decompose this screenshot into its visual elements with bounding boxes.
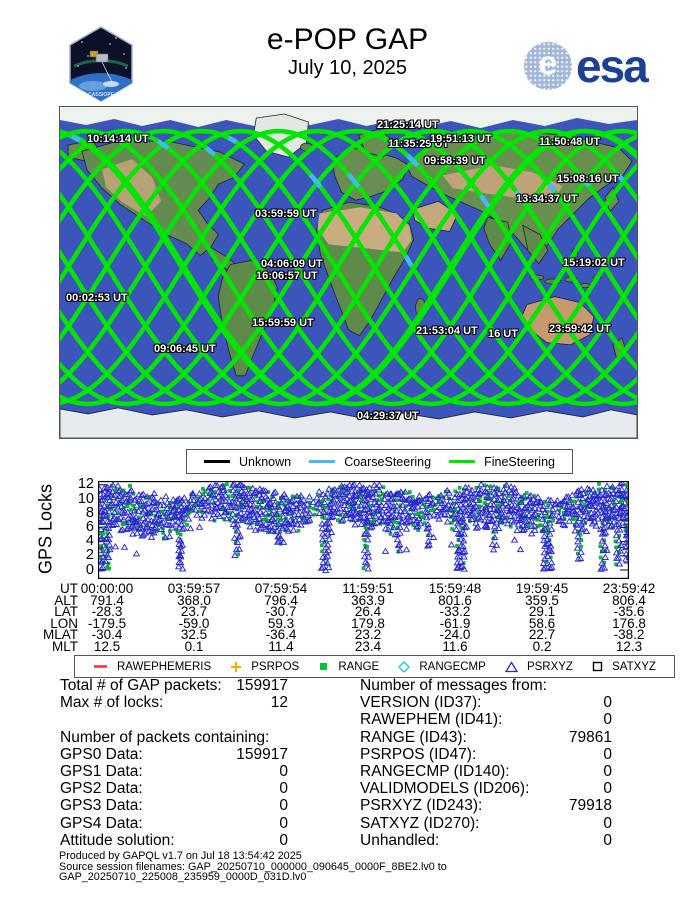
axis-row-label: MLAT — [42, 627, 78, 643]
stats-row — [360, 815, 612, 832]
axis-value: -36.4 — [265, 627, 297, 643]
world-map — [59, 106, 638, 439]
steering-legend-item — [309, 455, 431, 469]
steering-swatch-unknown — [204, 460, 230, 463]
patch-caption: CASSIOPE — [88, 92, 114, 98]
stats-label: GPS1 Data: — [60, 763, 143, 780]
map-time-label: 21:53:04 UT — [416, 325, 478, 337]
gps-locks-axis-label: GPS Locks — [35, 483, 56, 575]
rangecmp-marker-icon — [398, 661, 410, 673]
stats-row — [60, 746, 288, 763]
axis-value: -24.0 — [439, 627, 471, 643]
packet-type-legend — [74, 655, 675, 678]
axis-row-label: LON — [50, 615, 78, 631]
stats-label: Number of messages from: — [360, 677, 547, 694]
map-time-label: 15:19:02 UT — [563, 257, 625, 269]
footer-line: Source session filenames: GAP_20250710_000000_090645_0000F_8BE2.lv0 to — [59, 860, 447, 873]
stats-value: 0 — [603, 831, 612, 849]
map-time-labels — [60, 107, 637, 438]
packet-legend-label: RAWEPHEMERIS — [117, 660, 212, 673]
footer-line: GAP_20250710_225008_235959_0000D_031D.lv0 — [59, 871, 307, 884]
steering-legend-label: FineSteering — [484, 454, 555, 469]
axis-value: 11.4 — [268, 639, 294, 654]
steering-legend-label: Unknown — [239, 454, 292, 469]
stats-row — [60, 694, 288, 711]
psrpos-marker-icon — [230, 661, 242, 673]
footer-line: Produced by GAPQL v1.7 on Jul 18 13:54:42 2025 — [59, 850, 302, 862]
axis-row-label: MLT — [52, 639, 78, 654]
stats-row — [60, 797, 288, 814]
map-time-label: 11:50:48 UT — [539, 136, 601, 148]
esa-globe-icon — [524, 42, 572, 90]
stats-value: 159917 — [236, 677, 288, 694]
axis-value: -35.6 — [613, 604, 645, 620]
stats-label: Max # of locks: — [60, 694, 164, 712]
axis-value: 176.8 — [612, 615, 646, 631]
gps-locks-ytick-label: 4 — [85, 533, 94, 550]
stats-left-column — [60, 677, 288, 849]
stats-label: Number of packets containing: — [60, 728, 270, 746]
axis-value: 12.5 — [93, 639, 121, 654]
axis-value: -38.2 — [613, 627, 645, 643]
map-time-label: 21:25:14 UT — [377, 119, 439, 131]
axis-value: 23.4 — [354, 639, 382, 654]
report-date: July 10, 2025 — [288, 57, 407, 79]
stats-label: GPS4 Data: — [60, 814, 143, 832]
gps-locks-ytick-label: 10 — [77, 490, 94, 507]
map-time-label: 04:29:37 UT — [357, 410, 419, 422]
axis-value: 368.0 — [177, 592, 211, 608]
stats-label: RAWEPHEM (ID41): — [360, 711, 503, 729]
stats-value: 0 — [603, 745, 612, 763]
axis-value: 801.6 — [438, 592, 472, 608]
packet-legend-label: RANGECMP — [419, 660, 486, 673]
steering-legend-item — [204, 455, 291, 469]
stats-value: 12 — [270, 694, 288, 712]
map-time-label: 09:06:45 UT — [154, 343, 216, 355]
stats-value: 0 — [279, 814, 288, 832]
axis-value: 22.7 — [528, 627, 556, 643]
steering-legend-label: CoarseSteering — [344, 454, 432, 469]
stats-label: GPS0 Data: — [60, 745, 143, 763]
axis-value: 806.4 — [612, 592, 646, 608]
axis-value: 12.3 — [615, 639, 643, 654]
axis-value: 0.2 — [532, 639, 552, 654]
stats-row — [360, 780, 612, 797]
packet-legend-label: PSRXYZ — [526, 660, 573, 673]
map-time-label: 15:08:16 UT — [557, 173, 619, 185]
stats-row — [360, 711, 612, 728]
satxyz-marker-icon — [592, 661, 603, 672]
packet-legend-label: SATXYZ — [612, 660, 656, 673]
axis-value: 363.9 — [351, 592, 385, 608]
stats-label: PSRXYZ (ID243): — [360, 797, 483, 815]
stats-label: GPS2 Data: — [60, 780, 143, 798]
stats-row — [60, 780, 288, 797]
steering-legend — [186, 449, 573, 474]
stats-value: 0 — [603, 780, 612, 798]
axis-value: 23.7 — [180, 604, 208, 620]
axis-value: 58.6 — [528, 615, 556, 631]
esa-wordmark: esa — [576, 40, 647, 92]
axis-value: -30.4 — [91, 627, 123, 643]
stats-value: 0 — [279, 831, 288, 849]
stats-value: 0 — [279, 780, 288, 798]
stats-value: 159917 — [236, 745, 288, 763]
map-time-label: 00:02:53 UT — [66, 292, 128, 304]
range-marker-icon — [318, 661, 329, 672]
stats-label: VALIDMODELS (ID206): — [360, 780, 530, 798]
stats-label: Unhandled: — [360, 831, 440, 849]
axis-value: 359.5 — [525, 592, 559, 608]
stats-row — [360, 763, 612, 780]
map-time-label: 16:06:57 UT — [256, 270, 318, 282]
steering-swatch-coarsesteering — [309, 460, 335, 463]
footer-provenance — [59, 851, 447, 883]
axis-value: -59.0 — [178, 615, 210, 631]
stats-row — [360, 797, 612, 814]
axis-value: -179.5 — [87, 615, 127, 631]
esa-globe-letter: e — [538, 44, 558, 83]
page-title: e-POP GAP — [266, 23, 429, 56]
axis-row-label: ALT — [54, 592, 78, 608]
axis-value: 179.8 — [351, 615, 385, 631]
stats-value: 79918 — [568, 797, 612, 815]
stats-label: PSRPOS (ID47): — [360, 745, 477, 763]
map-time-label: 03:59:59 UT — [255, 208, 317, 220]
stats-row — [60, 815, 288, 832]
packet-legend-label: RANGE — [338, 660, 380, 673]
packet-legend-item — [93, 661, 211, 673]
psrxyz-marker-icon — [505, 661, 518, 673]
axis-value: 23.2 — [354, 627, 382, 643]
stats-value: 79861 — [568, 728, 612, 746]
stats-row — [60, 763, 288, 780]
gps-locks-ytick-label: 8 — [85, 504, 94, 521]
map-time-label: 04:06:09 UT — [261, 258, 323, 270]
esa-logo — [524, 42, 647, 90]
stats-value: 0 — [603, 711, 612, 729]
stats-spacer — [60, 711, 288, 728]
axis-row-label: LAT — [54, 604, 78, 620]
stats-label: Attitude solution: — [60, 831, 175, 849]
stats-row — [60, 677, 288, 694]
map-time-label: 13:34:37 UT — [516, 193, 578, 205]
stats-label: Total # of GAP packets: — [60, 677, 222, 694]
axis-value: 07:59:54 — [254, 581, 308, 596]
rawephemeris-marker-icon — [93, 661, 108, 672]
stats-row — [360, 832, 612, 849]
axis-value: 791.4 — [90, 592, 124, 608]
gps-locks-ytick-label: 2 — [85, 547, 94, 564]
axis-value: 0.1 — [184, 639, 204, 654]
packet-legend-label: PSRPOS — [251, 660, 300, 673]
axis-row-label: UT — [60, 581, 78, 596]
axis-row-mlt — [0, 641, 695, 653]
packet-legend-item — [318, 661, 379, 673]
map-time-label: 19:51:13 UT — [430, 133, 492, 145]
stats-right-column — [360, 677, 612, 849]
stats-value: 0 — [279, 797, 288, 815]
axis-value: 15:59:48 — [428, 581, 482, 596]
stats-value: 0 — [603, 814, 612, 832]
stats-row — [360, 677, 612, 694]
stats-row — [60, 832, 288, 849]
axis-value: -30.7 — [265, 604, 297, 620]
map-time-label: 09:58:39 UT — [424, 155, 486, 167]
stats-label: GPS3 Data: — [60, 797, 143, 815]
stats-row — [360, 694, 612, 711]
axis-value: 00:00:00 — [80, 581, 134, 596]
packet-legend-item — [592, 661, 656, 673]
gps-locks-ytick-label: 12 — [77, 476, 94, 493]
axis-value: 19:59:45 — [515, 581, 569, 596]
map-time-label: 15:59:59 UT — [252, 317, 314, 329]
packet-legend-item — [505, 661, 573, 673]
stats-value: 0 — [603, 763, 612, 781]
axis-value: -33.2 — [439, 604, 471, 620]
steering-legend-item — [449, 455, 555, 469]
axis-value: 59.3 — [267, 615, 295, 631]
axis-value: 11:59:51 — [342, 581, 394, 596]
gps-locks-ytick-label: 6 — [85, 518, 94, 535]
stats-row — [360, 746, 612, 763]
stats-value: 0 — [279, 763, 288, 780]
map-time-label: 23:59:42 UT — [549, 323, 611, 335]
axis-value: 11.6 — [442, 639, 468, 654]
axis-value: -61.9 — [439, 615, 471, 631]
stats-label: VERSION (ID37): — [360, 694, 482, 712]
stats-value: 0 — [603, 694, 612, 712]
map-time-label: 10:14:14 UT — [87, 133, 149, 145]
axis-value: 26.4 — [354, 604, 382, 620]
stats-row — [360, 729, 612, 746]
packet-legend-item — [398, 661, 485, 673]
axis-value: 23:59:42 — [602, 581, 656, 596]
map-time-label: 11:35:29 UT — [388, 138, 450, 150]
stats-label: RANGE (ID43): — [360, 728, 467, 746]
gps-locks-ytick-label: 0 — [85, 561, 94, 578]
map-time-label: 16 UT — [488, 328, 518, 340]
stats-row — [60, 729, 288, 746]
axis-value: 03:59:57 — [167, 581, 221, 596]
gps-locks-plot — [98, 481, 629, 579]
axis-value: 29.1 — [528, 604, 556, 620]
axis-value: 796.4 — [264, 592, 298, 608]
stats-label: SATXYZ (ID270): — [360, 814, 480, 832]
axis-value: -28.3 — [91, 604, 123, 620]
axis-value: 32.5 — [180, 627, 208, 643]
steering-swatch-finesteering — [449, 460, 475, 463]
stats-label: RANGECMP (ID140): — [360, 763, 510, 781]
packet-legend-item — [230, 661, 299, 673]
